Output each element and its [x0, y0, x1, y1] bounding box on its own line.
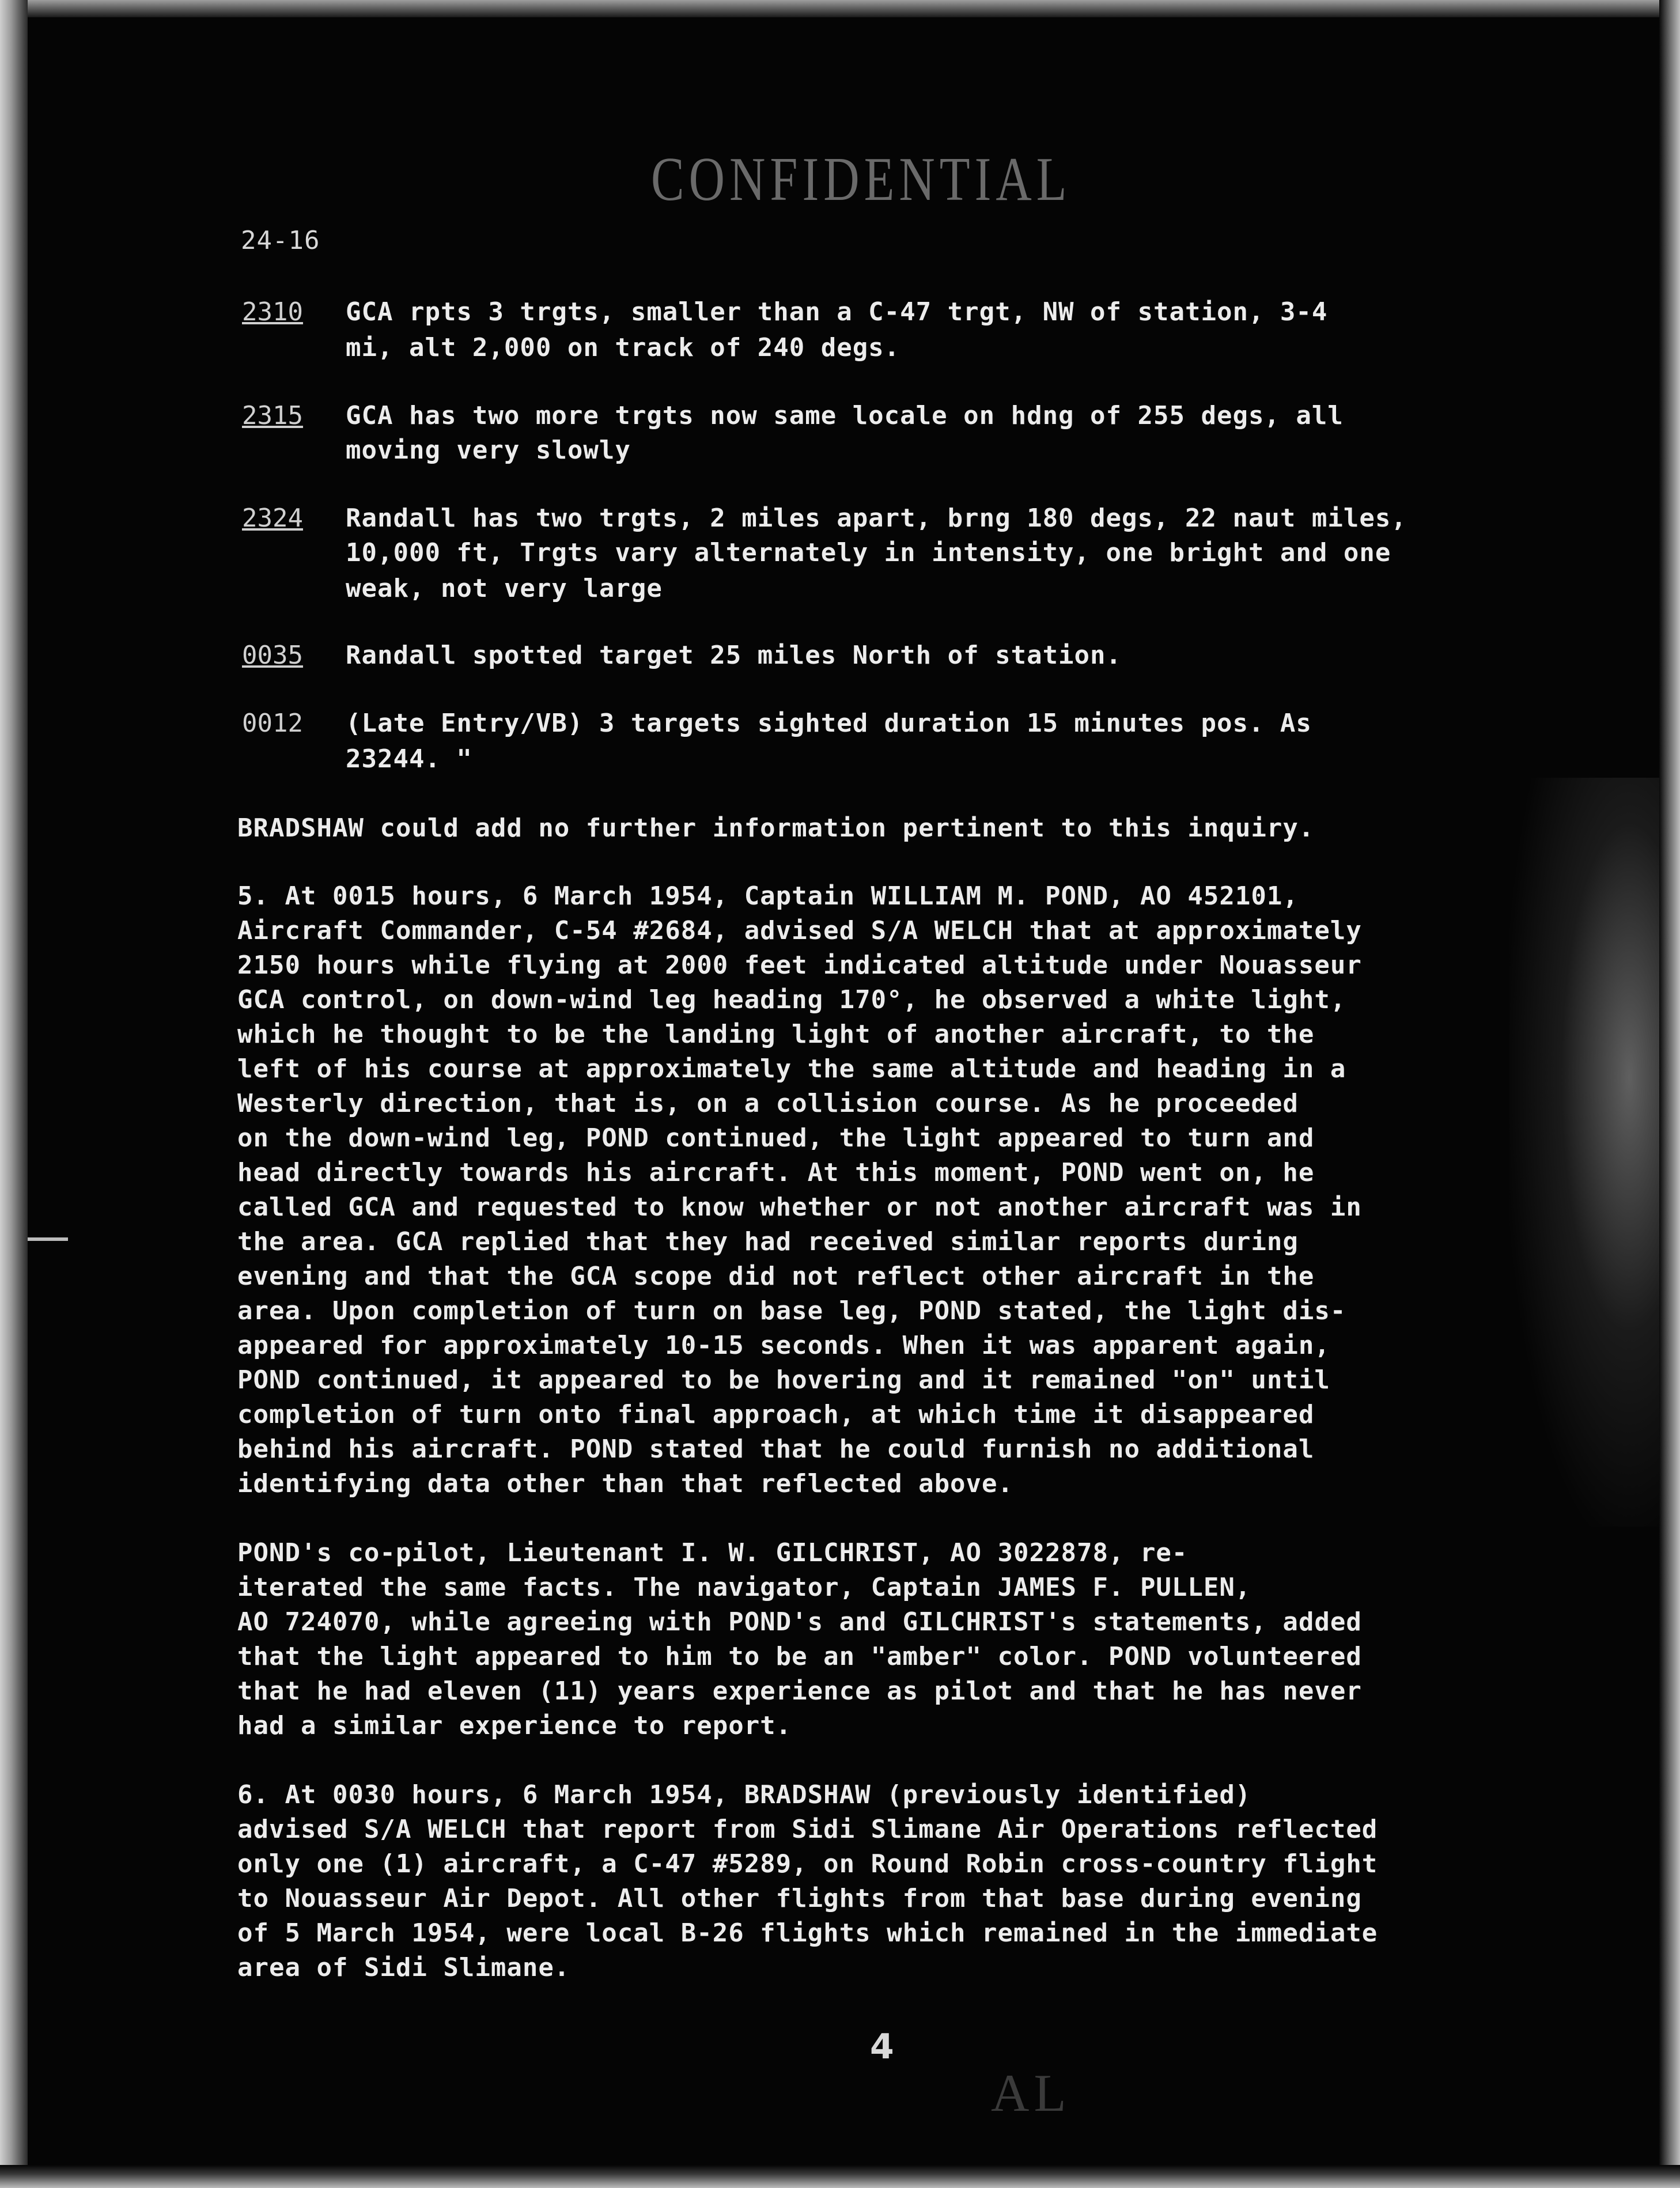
paragraph-line: advised S/A WELCH that report from Sidi Slimane Air Operations reflected	[237, 1815, 1378, 1844]
classification-header: CONFIDENTIAL	[651, 145, 1072, 214]
log-entry-line: moving very slowly	[346, 436, 631, 465]
scan-edge-top	[0, 0, 1680, 17]
paragraph-line: only one (1) aircraft, a C-47 #5289, on Round Robin cross-country flight	[237, 1849, 1378, 1879]
hole-punch-mark	[28, 1237, 68, 1241]
paragraph-line: 2150 hours while flying at 2000 feet indicated altitude under Nouasseur	[237, 951, 1362, 980]
paragraph-line: on the down-wind leg, POND continued, the light appeared to turn and	[237, 1123, 1315, 1153]
paragraph-line: 6. At 0030 hours, 6 March 1954, BRADSHAW (previously identified)	[237, 1780, 1251, 1810]
paragraph-line: to Nouasseur Air Depot. All other flights from that base during evening	[237, 1884, 1362, 1913]
log-entry-line: Randall has two trgts, 2 miles apart, brng 180 degs, 22 naut miles,	[346, 504, 1407, 533]
scan-edge-bottom	[0, 2165, 1680, 2188]
log-entry-time: 2324	[242, 504, 303, 533]
paragraph-line: evening and that the GCA scope did not reflect other aircraft in the	[237, 1262, 1315, 1291]
paragraph-line: of 5 March 1954, were local B-26 flights which remained in the immediate	[237, 1918, 1378, 1948]
classification-footer: AL	[991, 2064, 1071, 2122]
log-entry-line: mi, alt 2,000 on track of 240 degs.	[346, 333, 900, 362]
paragraph-line: Westerly direction, that is, on a collision course. As he proceeded	[237, 1089, 1299, 1118]
log-entry-line: weak, not very large	[346, 574, 663, 603]
paragraph-line: identifying data other than that reflected above.	[237, 1469, 1014, 1498]
scan-edge-left	[0, 0, 28, 2188]
paragraph-line: iterated the same facts. The navigator, Captain JAMES F. PULLEN,	[237, 1573, 1251, 1602]
paragraph-line: area. Upon completion of turn on base leg, POND stated, the light dis-	[237, 1296, 1346, 1326]
scan-noise	[1509, 778, 1659, 1527]
paragraph-line: left of his course at approximately the same altitude and heading in a	[237, 1054, 1346, 1084]
log-entry-line: 10,000 ft, Trgts vary alternately in intensity, one bright and one	[346, 538, 1391, 567]
paragraph-line: appeared for approximately 10-15 seconds. When it was apparent again,	[237, 1331, 1330, 1360]
log-entry-line: (Late Entry/VB) 3 targets sighted duration 15 minutes pos. As	[346, 709, 1312, 738]
paragraph-line: the area. GCA replied that they had received similar reports during	[237, 1227, 1299, 1256]
log-entry-line: Randall spotted target 25 miles North of station.	[346, 641, 1122, 670]
log-entry-line: GCA rpts 3 trgts, smaller than a C-47 trgt, NW of station, 3-4	[346, 297, 1328, 327]
paragraph-line: behind his aircraft. POND stated that he could furnish no additional	[237, 1434, 1315, 1464]
paragraph-line: POND's co-pilot, Lieutenant I. W. GILCHRIST, AO 3022878, re-	[237, 1538, 1188, 1568]
paragraph-line: completion of turn onto final approach, at which time it disappeared	[237, 1400, 1315, 1429]
paragraph-line: that he had eleven (11) years experience as pilot and that he has never	[237, 1676, 1362, 1706]
log-entry-line: 23244. "	[346, 744, 472, 774]
paragraph-line: called GCA and requested to know whether or not another aircraft was in	[237, 1193, 1362, 1222]
log-entry-time: 2310	[242, 297, 303, 327]
paragraph-line: GCA control, on down-wind leg heading 170°, he observed a white light,	[237, 985, 1346, 1014]
paragraph-line: head directly towards his aircraft. At this moment, POND went on, he	[237, 1158, 1315, 1187]
paragraph-line: AO 724070, while agreeing with POND's and GILCHRIST's statements, added	[237, 1607, 1362, 1637]
paragraph-line: that the light appeared to him to be an "amber" color. POND volunteered	[237, 1642, 1362, 1671]
paragraph-line: area of Sidi Slimane.	[237, 1953, 570, 1982]
paragraph-line: 5. At 0015 hours, 6 March 1954, Captain WILLIAM M. POND, AO 452101,	[237, 881, 1299, 911]
scan-edge-right	[1659, 0, 1680, 2188]
paragraph-line: POND continued, it appeared to be hovering and it remained "on" until	[237, 1365, 1330, 1395]
page-reference: 24-16	[241, 226, 320, 255]
log-entry-time: 0035	[242, 641, 303, 670]
paragraph-line: Aircraft Commander, C-54 #2684, advised S/A WELCH that at approximately	[237, 916, 1362, 945]
log-entry-time: 0012	[242, 709, 303, 738]
page-number: 4	[870, 2027, 894, 2067]
paragraph-line: had a similar experience to report.	[237, 1711, 792, 1740]
paragraph-line: which he thought to be the landing light of another aircraft, to the	[237, 1020, 1315, 1049]
log-entry-line: GCA has two more trgts now same locale on hdng of 255 degs, all	[346, 401, 1344, 430]
closing-line: BRADSHAW could add no further information pertinent to this inquiry.	[237, 813, 1315, 843]
log-entry-time: 2315	[242, 401, 303, 430]
